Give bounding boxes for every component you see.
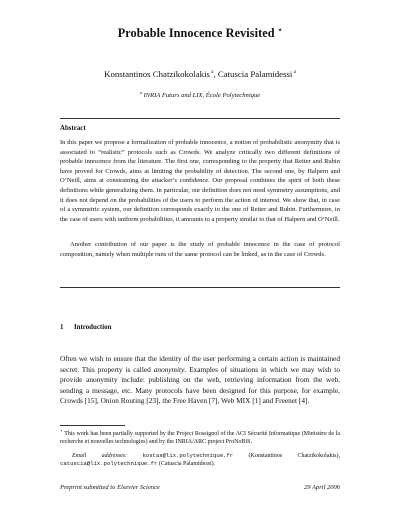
email-link[interactable]: catuscia@lix.polytechnique.fr bbox=[60, 460, 158, 468]
intro-text: Often we wish to ensure that the identity of the user performing a certain action is maintained secret. This property is called bbox=[60, 354, 340, 374]
section-heading bbox=[60, 324, 111, 331]
intro-paragraph bbox=[60, 354, 340, 407]
footer-date: 29 April 2006 bbox=[304, 484, 340, 491]
abstract-top-rule bbox=[60, 118, 340, 119]
author-name: Catuscia Palamidessi bbox=[217, 69, 293, 79]
paper-title bbox=[0, 26, 400, 41]
intro-term: anonymity bbox=[153, 364, 185, 374]
author-separator: , bbox=[213, 69, 218, 79]
affiliation-line bbox=[0, 90, 400, 99]
preprint-note: Preprint submitted to Elsevier Science bbox=[60, 484, 160, 491]
abstract-paragraph: Another contribution of our paper is the study of probable innocence in the case of protocol composition, namely when multiple runs of the same protocol can be linked, as in the case of Crowds. bbox=[60, 241, 340, 258]
email-footnote bbox=[60, 452, 340, 469]
abstract-bottom-rule bbox=[60, 287, 340, 288]
section-number: 1 bbox=[60, 324, 64, 331]
footnote-rule bbox=[60, 425, 125, 426]
abstract-heading: Abstract bbox=[60, 125, 86, 132]
email-owner: (Catuscia Palamidessi). bbox=[158, 461, 216, 468]
author-affiliation-mark: a bbox=[293, 70, 296, 76]
author-name: Konstantinos Chatzikokolakis bbox=[104, 69, 210, 79]
intro-text: . Examples of situations in which we may wish to provide anonymity include: publishing on the web, retrieving information from the web, sending a message, etc. Many protocols have been designed for this purpose, for example, Crowds [15], Onion Routing [23], the Free Haven [7], Web MIX [1] and Freenet [4]. bbox=[60, 364, 341, 406]
email-owner: (Konstantinos Chatzikokolakis), bbox=[248, 453, 340, 459]
email-label: Email addresses: bbox=[72, 453, 128, 459]
funding-footnote-text: This work has been partially supported by the Project Rossignol of the ACI Sécurité Informatique (Ministère de la recherche et nouvelles technologies) and by the INRIA/ARC project ProNoBiS. bbox=[60, 431, 340, 446]
author-line bbox=[0, 69, 400, 79]
abstract-paragraph: In this paper we propose a formalization of probable innocence, a notion of probabilistic anonymity that is associated to “realistic” protocols such as Crowds. We analyze critically two different definitions of probable innocence from the literature. The first one, corresponding to the property that Reiter and Rubin have proved for Crowds, aims at limiting the probability of detection. The second one, by Halpern and O’Neill, aims at constraining the attacker’s confidence. Our proposal combines the spirit of both these definitions while generalizing them. In particular, our definition does not need symmetry assumptions, and it does not depend on the probabilities of the users to perform the action of interest. We show that, in case of a symmetric system, our definition corresponds exactly to the one of Reiter and Rubin. Furthermore, in the case of users with uniform probabilities, it amounts to a property similar to that of Halpern and O’Neill. bbox=[60, 139, 340, 223]
affiliation-mark: a bbox=[139, 90, 142, 95]
affiliation-text: INRIA Futurs and LIX, École Polytechnique bbox=[143, 92, 261, 100]
funding-footnote bbox=[60, 427, 340, 447]
title-footnote-mark: ⋆ bbox=[277, 26, 283, 34]
author-affiliation-mark: a bbox=[211, 70, 214, 76]
footnote-mark: ⋆ bbox=[60, 428, 63, 433]
paper-title-text: Probable Innocence Revisited bbox=[117, 26, 275, 41]
section-title: Introduction bbox=[74, 324, 112, 331]
email-link[interactable]: kostas@lix.polytechnique.fr bbox=[142, 452, 234, 459]
